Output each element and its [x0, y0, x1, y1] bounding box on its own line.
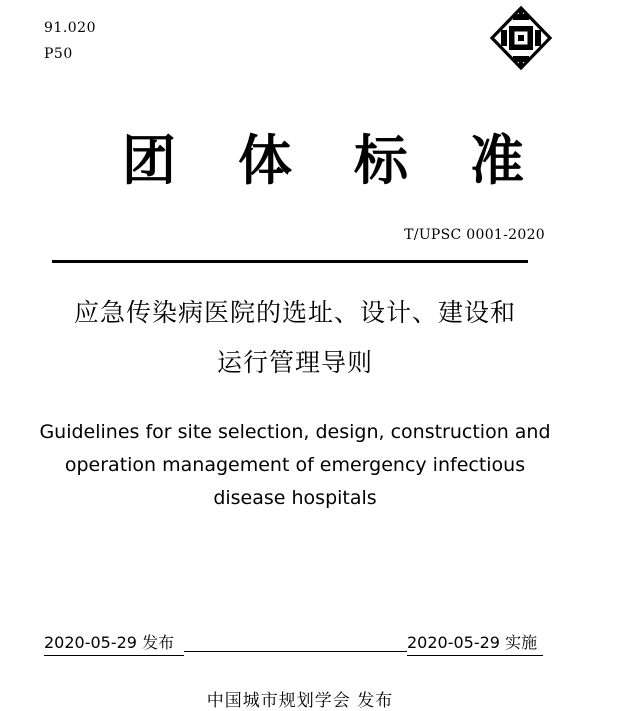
ccs-code: P50 [44, 46, 73, 62]
chinese-title-line-2: 运行管理导则 [216, 348, 373, 377]
issue-date: 2020-05-29 发布 [44, 630, 184, 656]
standards-association-logo-icon [489, 5, 553, 71]
document-type-title: 团体标准 [122, 129, 586, 192]
divider [52, 260, 528, 263]
date-divider [184, 651, 407, 652]
english-title-line-2: operation management of emergency infectious [64, 454, 526, 476]
english-title-line-3: disease hospitals [213, 487, 377, 509]
ics-code: 91.020 [44, 20, 96, 36]
english-title-line-1: Guidelines for site selection, design, construction and [39, 421, 551, 443]
standard-number: T/UPSC 0001-2020 [404, 227, 545, 243]
publisher: 中国城市规划学会 发布 [206, 691, 394, 711]
implementation-date: 2020-05-29 实施 [407, 630, 543, 656]
chinese-title-line-1: 应急传染病医院的选址、设计、建设和 [73, 298, 516, 327]
